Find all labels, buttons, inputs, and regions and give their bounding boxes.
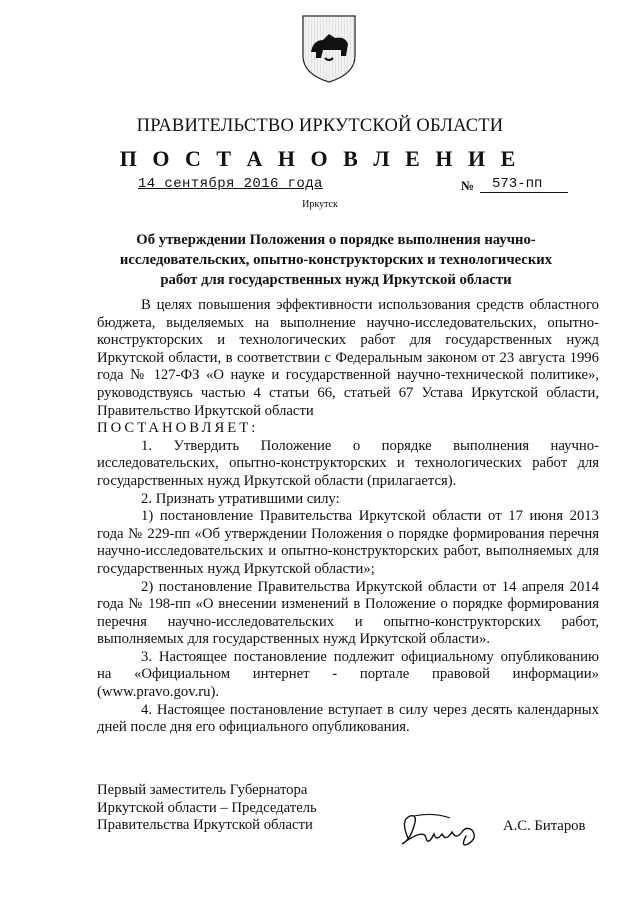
document-body: [97, 297, 599, 737]
position-line: Правительства Иркутской области: [97, 817, 313, 834]
document-type: П О С Т А Н О В Л Е Н И Е: [119, 146, 521, 171]
document-city: Иркутск: [302, 199, 338, 210]
document-number: 573-пп: [480, 176, 568, 193]
issuer-title: ПРАВИТЕЛЬСТВО ИРКУТСКОЙ ОБЛАСТИ: [136, 116, 504, 136]
resolves-heading: ПОСТАНОВЛЯЕТ:: [97, 420, 259, 437]
preamble-paragraph: В целях повышения эффективности использования средств областного бюджета, выделяемых на выполнение научно-исследовательских, опытно-конструкторских и технологических работ для государственных нужд Иркутской области, в соответствии с Федеральным законом от 23 августа 1996 года № 127-ФЗ «О науке и государственной научно-технической политике», руководствуясь частью 4 статьи 66, статьей 67 Устава Иркутской области, Правительство Иркутской области: [97, 297, 599, 419]
item-3: 3. Настоящее постановление подлежит официальному опубликованию на «Официальном интернет - портале правовой информации» (www.pravo.gov.ru).: [97, 648, 599, 701]
item-2: 2. Признать утратившими силу:: [141, 490, 340, 507]
item-2-1: 1) постановление Правительства Иркутской области от 17 июня 2013 года № 229-пп «Об утверждении Положения о порядке формирования перечня научно-исследовательских и опытно-конструкторских работ, выполняемых для государственных нужд Иркутской области»;: [97, 508, 599, 577]
coat-of-arms-icon: [299, 12, 359, 84]
item-1: 1. Утвердить Положение о порядке выполнения научно-исследовательских, опытно-конструкторских и технологических работ для государственных нужд Иркутской области (прилагается).: [97, 437, 599, 489]
number-label: №: [461, 178, 475, 193]
document-date: 14 сентября 2016 года: [138, 176, 323, 192]
signatory-position: [97, 782, 317, 835]
document-subject: Об утверждении Положения о порядке выполнения научно-исследовательских, опытно-конструкторских и технологических работ для государственных нужд Иркутской области: [119, 232, 553, 288]
handwritten-signature: [394, 808, 494, 853]
position-line: Иркутской области – Председатель: [97, 799, 317, 816]
item-2-2: 2) постановление Правительства Иркутской области от 14 апреля 2014 года № 198-пп «О внесении изменений в Положение о порядке формирования перечня научно-исследовательских и опытно-конструкторских работ, выполняемых для государственных нужд Иркутской области».: [97, 578, 599, 648]
signatory-name: А.С. Битаров: [503, 818, 586, 834]
position-line: Первый заместитель Губернатора: [97, 782, 308, 798]
item-4: 4. Настоящее постановление вступает в силу через десять календарных дней после дня его официального опубликования.: [97, 701, 599, 736]
